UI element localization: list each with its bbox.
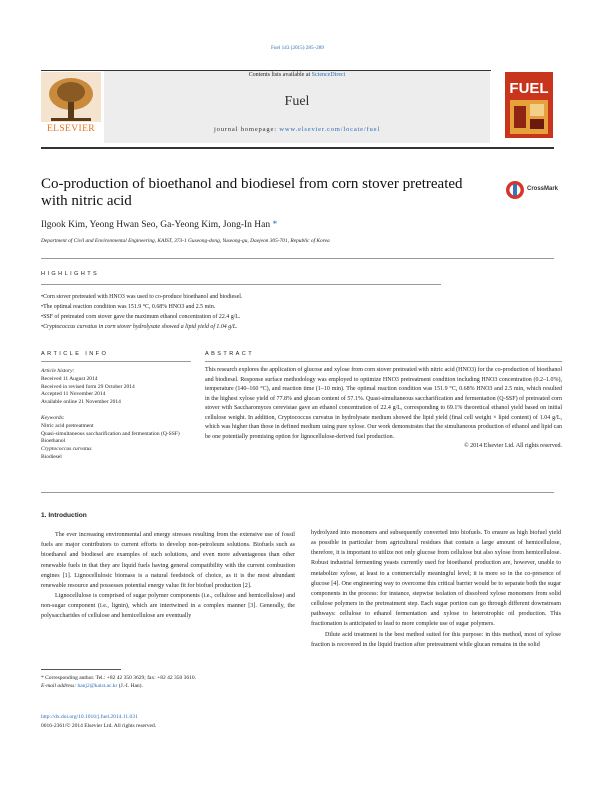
abstract-body: [205, 366, 562, 452]
accepted-date: Accepted 11 November 2014: [41, 391, 106, 398]
elsevier-wordmark: ELSEVIER: [46, 124, 96, 134]
contents-prefix: Contents lists available at: [248, 72, 312, 78]
body-paragraph: hydrolyzed into monomers and subsequently converted into biofuels. To ensure as high biofuel yield as possible in particular from agricultural residues that contain a large amount of hemicellulose, therefore, it is important to utilize not only glucose from cellulose but also xylose from hemicellulose. Robust industrial fermenting yeasts currently used for bioethanol production are, however, unable to metabolize xylose, at least to a commercially meaningful level; it is more so in the co-presence of glucose [4]. One engineering way to overcome this critical barrier would be to separate both the sugar components in the process: for instance, stepwise isolation of dissolved xylose monomers from solid cellulose polymers in the pretreatment step. Each sugar portion can go through different downstream pathways: cellulose to ethanol fermentation and xylose to heterotrophic oil production. This fractionation is anticipated to lead to more complete use of sugar polymers.: [311, 530, 561, 628]
header-top-rule: [41, 70, 491, 71]
body-paragraph: Lignocellulose is comprised of sugar polymer components (i.e., cellulose and hemicellulose) and non-sugar component (i.e., lignin), which are intertwined in a complex manner [3]. Generally, the polysaccharides of cellulose and hemicellulose are eventually: [41, 593, 295, 620]
header-bottom-rule: [41, 147, 554, 149]
corresponding-author-mark[interactable]: *: [272, 220, 278, 230]
doi-link[interactable]: http://dx.doi.org/10.1016/j.fuel.2014.11.031: [41, 714, 138, 720]
online-date: Available online 21 November 2014: [41, 399, 121, 406]
cover-artwork: [510, 100, 548, 134]
issn-copyright: 0016-2361/© 2014 Elsevier Ltd. All rights reserved.: [41, 723, 157, 729]
highlight-item: • The optimal reaction condition was 151.9 °C, 0.68% HNO3 and 2.5 min.: [41, 302, 441, 312]
footnote: [41, 674, 301, 690]
keyword: Bioethanol: [41, 438, 66, 445]
homepage-prefix: journal homepage:: [213, 126, 280, 133]
crossmark-icon: [505, 180, 525, 200]
abstract-rule: [205, 361, 562, 362]
highlight-item: • Cryptococcus curvatus in corn stover hydrolysate showed a lipid yield of 1.04 g/L.: [41, 322, 441, 332]
highlights-rule: [41, 284, 441, 285]
email-label: E-mail address:: [41, 683, 78, 690]
highlight-item: • SSF of pretreated corn stover gave the maximum ethanol concentration of 22.4 g/L.: [41, 312, 441, 322]
keyword: Biodiesel: [41, 453, 62, 460]
journal-name: Fuel: [284, 94, 310, 109]
keyword: Cryptococcus curvatus: [41, 446, 92, 453]
affiliation-rule: [41, 258, 554, 259]
keywords-label: Keywords:: [41, 414, 65, 421]
homepage-link[interactable]: www.elsevier.com/locate/fuel: [279, 126, 380, 133]
abstract-text: This research explores the application of glucose and xylose from corn stover pretreated with nitric acid (HNO3) for the co-production of bioethanol and biodiesel. Response surface methodology was employed to optimize HNO3 pretreatment condition including HNO3 concentration (0.2–1.0%), temperature (140–160 °C), and reaction time (1–10 min). The optimal reaction condition was 151.9 °C, 0.68% HNO3 and 2.5 min, which resulted in the highest xylose yield of 77.8% and glucan content of 57.1%. Quasi-simultaneous saccharification and fermentation (Q-SSF) of pretreated corn stover with Saccharomyces cerevisiae gave an ethanol concentration of 22.4 g/L, corresponding to 69.1% theoretical ethanol yield based on initial cellulose weight. In addition, Cryptococcus curvatus in hydrolysate medium showed the lipid yield (final cell weight × lipid content) of 1.04 g/L, which was higher than those in defined medium using pure xylose. Our work demonstrates that the simultaneous production of ethanol and lipid can be one potentially promising option for lignocellulose-derived fuel production.: [205, 367, 562, 440]
history-label: Article history:: [41, 368, 75, 374]
body-paragraph: Dilute acid treatment is the best method suited for this purpose: in this method, most of xylose fraction is recovered in the liquid fraction after pretreatment while glucan remains in the solid: [311, 631, 561, 648]
cover-title: FUEL: [509, 80, 549, 97]
received-date: Received 11 August 2014: [41, 375, 98, 382]
article-info: [41, 368, 191, 462]
article-info-heading: ARTICLE INFO: [41, 351, 109, 357]
keyword: Quasi-simultaneous saccharification and fermentation (Q-SSF): [41, 430, 180, 437]
body-paragraph: The ever increasing environmental and energy stresses resulting from the extensive use of fossil fuels are major contributors to current efforts to develop non-petroleum solutions. Biofuels such as bioethanol and biodiesel are examples of such solutions, and even more advantageous than other renewable fuels in that they are liquid fuels having general compatibility with the current combustion engines [1]. Lignocellulosic biomass is a natural feedstock of choice, as it is the most abundant renewable resource and possesses potential energy value fit for biofuel production [2].: [41, 532, 295, 589]
crossmark-label: CrossMark: [527, 186, 559, 192]
body-column-right: [311, 528, 561, 650]
abstract-heading: ABSTRACT: [205, 351, 255, 357]
footnote-rule: [41, 669, 121, 670]
abstract-bottom-rule: [41, 492, 554, 493]
abstract-copyright: © 2014 Elsevier Ltd. All rights reserved.: [464, 443, 562, 450]
email-suffix: (J.-I. Han).: [117, 683, 143, 690]
highlights-list: [41, 292, 441, 332]
highlights-heading: HIGHLIGHTS: [41, 271, 100, 277]
journal-citation: Fuel 143 (2015) 285–289: [271, 45, 324, 51]
article-info-rule: [41, 361, 191, 362]
affiliation: Department of Civil and Environmental Engineering, KAIST, 373-1 Guseong-dong, Yuseong-gu, Daejeon 305-701, Republic of Korea: [41, 238, 330, 244]
author-list: [41, 220, 277, 230]
section-heading-introduction: 1. Introduction: [41, 512, 87, 519]
crossmark-badge[interactable]: [505, 180, 559, 200]
sciencedirect-link[interactable]: ScienceDirect: [311, 72, 346, 78]
keyword: Nitric acid pretreatment: [41, 422, 94, 429]
body-column-left: [41, 511, 295, 622]
corresponding-author-note: * Corresponding author. Tel.: +82 42 350 3629; fax: +82 42 350 3610.: [41, 675, 196, 681]
email-line: [41, 682, 301, 690]
contents-line: [104, 72, 490, 78]
authors-names: Ilgook Kim, Yeong Hwan Seo, Ga-Yeong Kim, Jong-In Han: [41, 220, 271, 230]
revised-date: Received in revised form 29 October 2014: [41, 383, 135, 390]
article-title: Co-production of bioethanol and biodiesel from corn stover pretreated with nitric acid: [41, 176, 463, 209]
highlight-item: • Corn stover pretreated with HNO3 was used to co-produce bioethanol and biodiesel.: [41, 292, 441, 302]
email-link[interactable]: hanj2@kaist.ac.kr: [77, 683, 118, 690]
journal-homepage: [104, 126, 490, 133]
